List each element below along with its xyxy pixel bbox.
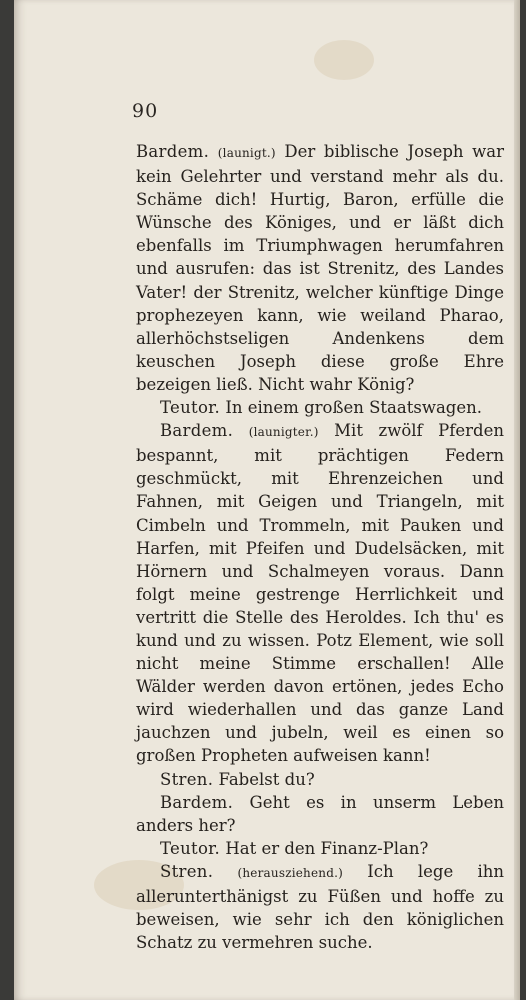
- speaker-name: Teutor.: [160, 838, 221, 858]
- speaker-name: Bardem.: [136, 142, 210, 161]
- dialogue-paragraph: [136, 768, 504, 791]
- speaker-name: Stren.: [160, 861, 214, 881]
- speaker-name: Bardem.: [160, 421, 234, 441]
- dialogue-line: Mit zwölf Pferden bespannt, mit prächtigen Federn geschmückt, mit Ehrenzeichen und Fahnen, mit Geigen und Triangeln, mit Cimbeln und Trommeln, mit Pauken und Harfen, mit Pfeifen und Dudelsäcken, mit Hörnern und Schalmeyen voraus. Dann folgt meine gestrenge Herrlichkeit und vertritt die Stelle des Heroldes. Ich thu' es kund und zu wissen. Potz Element, wie soll nicht meine Stimme erschallen! Alle Wälder werden davon ertönen, jedes Echo wird wiederhallen und das ganze Land jauchzen und jubeln, weil es einen so großen Propheten aufweisen kann!: [136, 421, 504, 766]
- stage-direction: (launigt.): [217, 146, 276, 160]
- speaker-name: Stren.: [160, 769, 214, 789]
- speaker-name: Teutor.: [160, 398, 221, 418]
- stage-direction: (herausziehend.): [237, 865, 343, 880]
- page-number: 90: [132, 100, 159, 122]
- speaker-name: Bardem.: [160, 792, 234, 812]
- paper-stain: [314, 40, 374, 80]
- dialogue-paragraph: [136, 837, 504, 860]
- dialogue-line: Ich lege ihn allerunterthänigst zu Füßen und hoffe zu beweisen, wie sehr ich den königlichen Schatz zu vermehren suche.: [136, 861, 504, 953]
- dialogue-line: Geht es in unserm Leben anders her?: [136, 792, 504, 835]
- dialogue-line: In einem großen Staatswagen.: [225, 398, 482, 418]
- dialogue-paragraph: [136, 396, 504, 419]
- dialogue-line: Hat er den Finanz-Plan?: [225, 838, 429, 858]
- dialogue-paragraph: [136, 860, 504, 954]
- dialogue-line: Fabelst du?: [218, 769, 315, 789]
- dialogue-line: Der biblische Joseph war kein Gelehrter und verstand mehr als du. Schäme dich! Hurtig, Baron, erfülle die Wünsche des Königes, und er läßt dich ebenfalls im Triumphwagen herumfahren und ausrufen: das ist Strenitz, des Landes Vater! der Strenitz, welcher künftige Dinge prophezeyen kann, wie weiland Pharao, allerhöchstseligen Andenkens dem keuschen Joseph diese große Ehre bezeigen ließ. Nicht wahr König?: [136, 142, 504, 394]
- book-page: [14, 0, 520, 1000]
- dialogue-paragraph: [136, 419, 504, 767]
- page-edge-shadow: [514, 0, 520, 1000]
- dialogue-text: [136, 140, 504, 954]
- dialogue-paragraph: [136, 791, 504, 837]
- stage-direction: (launigter.): [248, 425, 319, 440]
- dialogue-paragraph: [136, 140, 504, 396]
